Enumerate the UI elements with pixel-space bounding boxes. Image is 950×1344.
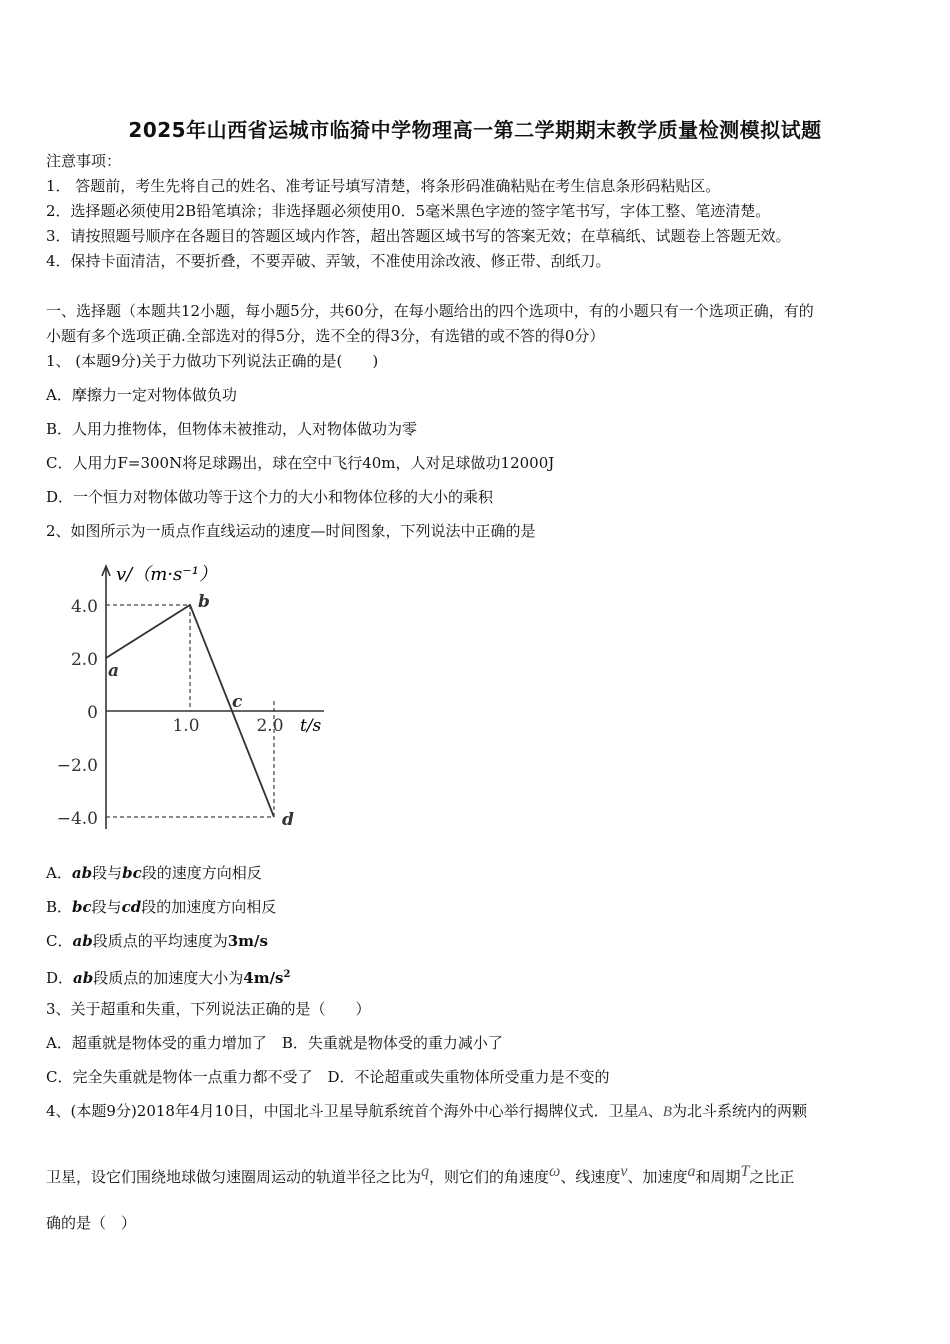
notice-item: 1． 答题前，考生先将自己的姓名、准考证号填写清楚，将条形码准确粘贴在考生信息条形码粘贴区。 [46, 177, 721, 195]
point-label-d: d [282, 810, 294, 830]
question-2-stem: 2、如图所示为一质点作直线运动的速度—时间图象，下列说法中正确的是 [46, 522, 536, 540]
section-heading: 一、选择题（本题共12小题，每小题5分，共60分，在每小题给出的四个选项中，有的小题只有一个选项正确，有的 [46, 302, 814, 320]
x-tick-label: 1.0 [172, 716, 200, 736]
notice-item: 4．保持卡面清洁，不要折叠，不要弄破、弄皱，不准使用涂改液、修正带、刮纸刀。 [46, 252, 611, 270]
q1-option-a: A．摩擦力一定对物体做负功 [46, 386, 237, 404]
x-axis-label: t/s [300, 716, 322, 736]
point-label-c: c [232, 692, 243, 712]
q2-option-b: B．bc段与cd段的加速度方向相反 [46, 898, 277, 916]
y-tick-label: −4.0 [56, 809, 98, 829]
q1-option-c: C．人用力F=300N将足球踢出，球在空中飞行40m，人对足球做功12000J [46, 454, 555, 472]
point-label-b: b [198, 592, 210, 612]
question-4-stem: 4、(本题9分)2018年4月10日，中国北斗卫星导航系统首个海外中心举行揭牌仪式．卫星A、B为北斗系统内的两颗 [46, 1102, 807, 1120]
q3-options-cd: C．完全失重就是物体一点重力都不受了 D．不论超重或失重物体所受重力是不变的 [46, 1068, 610, 1086]
notice-item: 3．请按照题号顺序在各题目的答题区域内作答，超出答题区域书写的答案无效；在草稿纸、试题卷上答题无效。 [46, 227, 791, 245]
question-1-stem: 1、 (本题9分)关于力做功下列说法正确的是( ) [46, 352, 379, 370]
x-tick-label: 2.0 [256, 716, 284, 736]
q3-options-ab: A．超重就是物体受的重力增加了 B．失重就是物体受的重力减小了 [46, 1034, 503, 1052]
q1-option-d: D．一个恒力对物体做功等于这个力的大小和物体位移的大小的乘积 [46, 488, 494, 506]
section-heading-cont: 小题有多个选项正确.全部选对的得5分，选不全的得3分，有选错的或不答的得0分） [46, 327, 605, 345]
page-title: 2025年山西省运城市临猗中学物理高一第二学期期末教学质量检测模拟试题 [128, 118, 822, 142]
velocity-time-graph [50, 556, 350, 846]
y-axis-label: v/（m·s⁻¹） [116, 564, 217, 585]
q2-option-c: C．ab段质点的平均速度为3m/s [46, 932, 268, 950]
notice-item: 2．选择题必须使用2B铅笔填涂；非选择题必须使用0．5毫米黑色字迹的签字笔书写，字体工整、笔迹清楚。 [46, 202, 771, 220]
q2-option-d: D．ab段质点的加速度大小为$4m/s^2$ [46, 969, 291, 987]
point-label-a: a [108, 661, 120, 681]
y-tick-label: −2.0 [56, 756, 98, 776]
q2-option-a: A．ab段与bc段的速度方向相反 [46, 864, 262, 882]
y-tick-label: 2.0 [70, 650, 98, 670]
question-3-stem: 3、关于超重和失重，下列说法正确的是（ ） [46, 1000, 371, 1018]
question-4-stem-end: 确的是（ ） [46, 1214, 137, 1232]
q1-option-b: B．人用力推物体，但物体未被推动，人对物体做功为零 [46, 420, 418, 438]
y-tick-label: 4.0 [70, 597, 98, 617]
question-4-stem-cont: 卫星，设它们围绕地球做匀速圈周运动的轨道半径之比为$^q$，则它们的角速度$^\omega$、线速度$^v$、加速度$^a$和周期$^T$之比正 [46, 1163, 795, 1186]
notice-heading: 注意事项： [46, 152, 122, 170]
y-tick-label: 0 [87, 703, 98, 723]
